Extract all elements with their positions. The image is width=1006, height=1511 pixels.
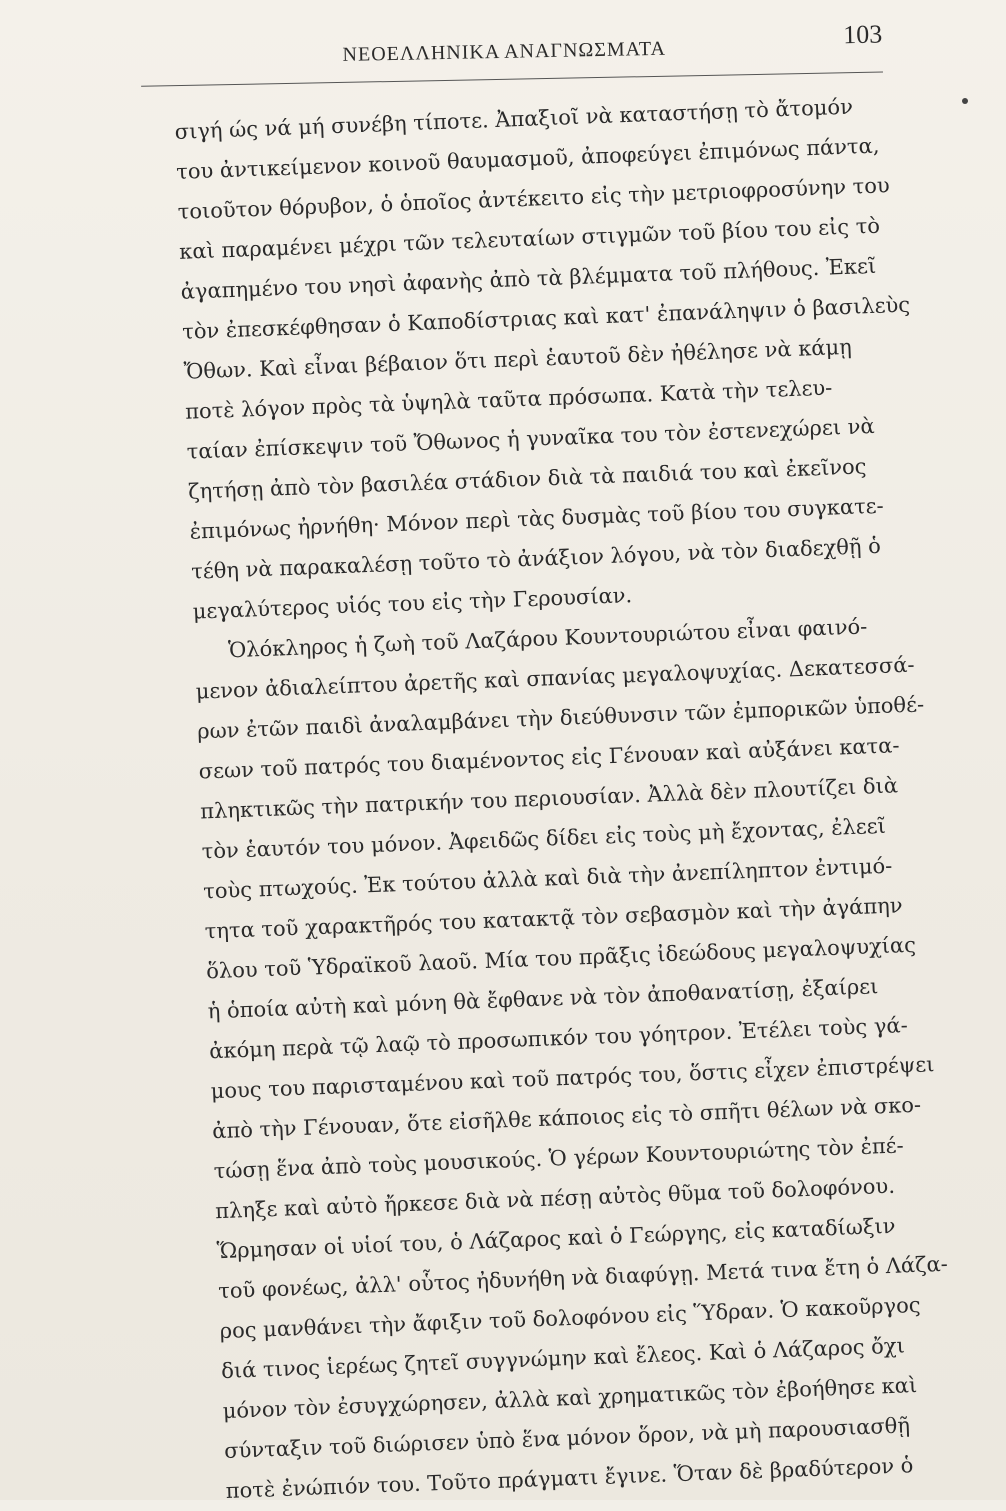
text-line: ἡ ὁποία αὐτὴ καὶ μόνη θὰ ἔφθανε νὰ τὸν ἀποθανατίσῃ, ἐξαίρει	[207, 974, 879, 1024]
text-line: ὅλου τοῦ Ὑδραϊκοῦ λαοῦ. Μία του πρᾶξις ἰδεώδους μεγαλοψυχίας	[205, 932, 917, 984]
text-line: τητα τοῦ χαρακτῆρός του κατακτᾷ τὸν σεβασμὸν καὶ τὴν ἀγάπην	[204, 893, 903, 944]
text-line: ταίαν ἐπίσκεψιν τοῦ Ὄθωνος ἡ γυναῖκα του τὸν ἐστενεχώρει νὰ	[186, 413, 875, 464]
page-number: 103	[842, 19, 883, 50]
running-title: ΝΕΟΕΛΛΗΝΙΚΑ ΑΝΑΓΝΩΣΜΑΤΑ	[342, 37, 667, 66]
body-text	[174, 83, 986, 1511]
text-line: ἐπιμόνως ἠρνήθη· Μόνον περὶ τὰς δυσμὰς τοῦ βίου του συγκατε-	[189, 493, 885, 544]
text-line: ρων ἐτῶν παιδὶ ἀναλαμβάνει τὴν διεύθυνσιν τῶν ἐμπορικῶν ὑποθέ-	[196, 692, 925, 744]
text-line: ἀγαπημένο του νησὶ ἀφανὴς ἀπὸ τὰ βλέμματα τοῦ πλήθους. Ἐκεῖ	[180, 253, 877, 304]
text-line: ἀκόμη περὰ τῷ λαῷ τὸ προσωπικόν του γόητρον. Ἐτέλει τοὺς γά-	[208, 1013, 909, 1064]
text-line: του ἀντικείμενον κοινοῦ θαυμασμοῦ, ἀποφεύγει ἐπιμόνως πάντα,	[175, 133, 880, 184]
text-line: μους του παρισταμένου καὶ τοῦ πατρός του, ὅστις εἶχεν ἐπιστρέψει	[210, 1052, 935, 1104]
text-line: σεων τοῦ πατρός του διαμένοντος εἰς Γένουαν καὶ αὐξάνει κατα-	[198, 733, 900, 784]
text-line: σύνταξιν τοῦ διώρισεν ὑπὸ ἕνα μόνον ὅρον, νὰ μὴ παρουσιασθῇ	[223, 1413, 911, 1464]
text-line: μενον ἀδιαλείπτου ἀρετῆς καὶ σπανίας μεγαλοψυχίας. Δεκατεσσά-	[195, 652, 915, 704]
text-line: πληκτικῶς τὴν πατρικήν του περιουσίαν. Ἀλλὰ δὲν πλουτίζει διὰ	[199, 773, 899, 824]
header-rule	[141, 72, 883, 87]
text-line: τοῦ φονέως, ἀλλ' οὗτος ἠδυνήθη νὰ διαφύγῃ. Μετά τινα ἔτη ὁ Λάζα-	[217, 1251, 949, 1304]
text-line: τέθη νὰ παρακαλέσῃ τοῦτο τὸ ἀνάξιον λόγου, νὰ τὸν διαδεχθῇ ὁ	[190, 533, 882, 584]
text-line: τοὺς πτωχούς. Ἐκ τούτου ἀλλὰ καὶ διὰ τὴν ἀνεπίληπτον ἐντιμό-	[202, 853, 893, 904]
paragraph-start-line: Ὁλόκληρος ἡ ζωὴ τοῦ Λαζάρου Κουντουριώτου εἶναι φαινό-	[227, 614, 868, 663]
text-line: τὸν ἑαυτόν του μόνον. Ἀφειδῶς δίδει εἰς τοὺς μὴ ἔχοντας, ἐλεεῖ	[201, 813, 887, 864]
text-line: σιγή ώς νά μή συνέβη τίποτε. Ἀπαξιοῖ νὰ καταστήσῃ τὸ ἄτομόν	[174, 94, 854, 144]
text-line: ποτὲ ἐνώπιόν του. Τοῦτο πράγματι ἔγινε. Ὅταν δὲ βραδύτερον ὁ	[225, 1453, 914, 1504]
text-line: καὶ παραμένει μέχρι τῶν τελευταίων στιγμῶν τοῦ βίου του εἰς τὸ	[178, 213, 881, 264]
text-line: μόνον τὸν ἐσυγχώρησεν, ἀλλὰ καὶ χρηματικῶς τὸν ἐβοήθησε καὶ	[222, 1373, 918, 1424]
text-line: ρος μανθάνει τὴν ἄφιξιν τοῦ δολοφόνου εἰς Ὕδραν. Ὁ κακοῦργος	[219, 1292, 921, 1344]
text-line: πληξε καὶ αὐτὸ ἤρκεσε διὰ νὰ πέσῃ αὐτὸς θῦμα τοῦ δολοφόνου.	[214, 1173, 896, 1224]
ink-speck	[962, 98, 968, 104]
text-line: τοιοῦτον θόρυβον, ὁ ὁποῖος ἀντέκειτο εἰς τὴν μετριοφροσύνην του	[177, 173, 891, 224]
text-line: μεγαλύτερος υἱός του εἰς τὴν Γερουσίαν.	[192, 583, 633, 624]
text-line: Ὥρμησαν οἱ υἱοί του, ὁ Λάζαρος καὶ ὁ Γεώργης, εἰς καταδίωξιν	[216, 1213, 896, 1264]
page-header	[130, 13, 891, 98]
text-line: ποτὲ λόγον πρὸς τὰ ὑψηλὰ ταῦτα πρόσωπα. Κατὰ τὴν τελευ-	[184, 375, 833, 424]
text-line: ζητήσῃ ἀπὸ τὸν βασιλέα στάδιον διὰ τὰ παιδιά του καὶ ἐκεῖνος	[187, 454, 867, 504]
text-line: ἀπὸ τὴν Γένουαν, ὅτε εἰσῆλθε κάποιος εἰς τὸ σπῆτι θέλων νὰ σκο-	[211, 1092, 922, 1144]
text-line: τὸν ἐπεσκέφθησαν ὁ Καποδίστριας καὶ κατ' ἐπανάληψιν ὁ βασιλεὺς	[181, 292, 911, 344]
text-line: Ὄθων. Καὶ εἶναι βέβαιον ὅτι περὶ ἑαυτοῦ δὲν ἠθέλησε νὰ κάμῃ	[183, 334, 853, 384]
text-line: διά τινος ἱερέως ζητεῖ συγγνώμην καὶ ἔλεος. Καὶ ὁ Λάζαρος ὄχι	[220, 1333, 906, 1384]
text-line: τώσῃ ἕνα ἀπὸ τοὺς μουσικούς. Ὁ γέρων Κουντουριώτης τὸν ἐπέ-	[213, 1133, 905, 1184]
